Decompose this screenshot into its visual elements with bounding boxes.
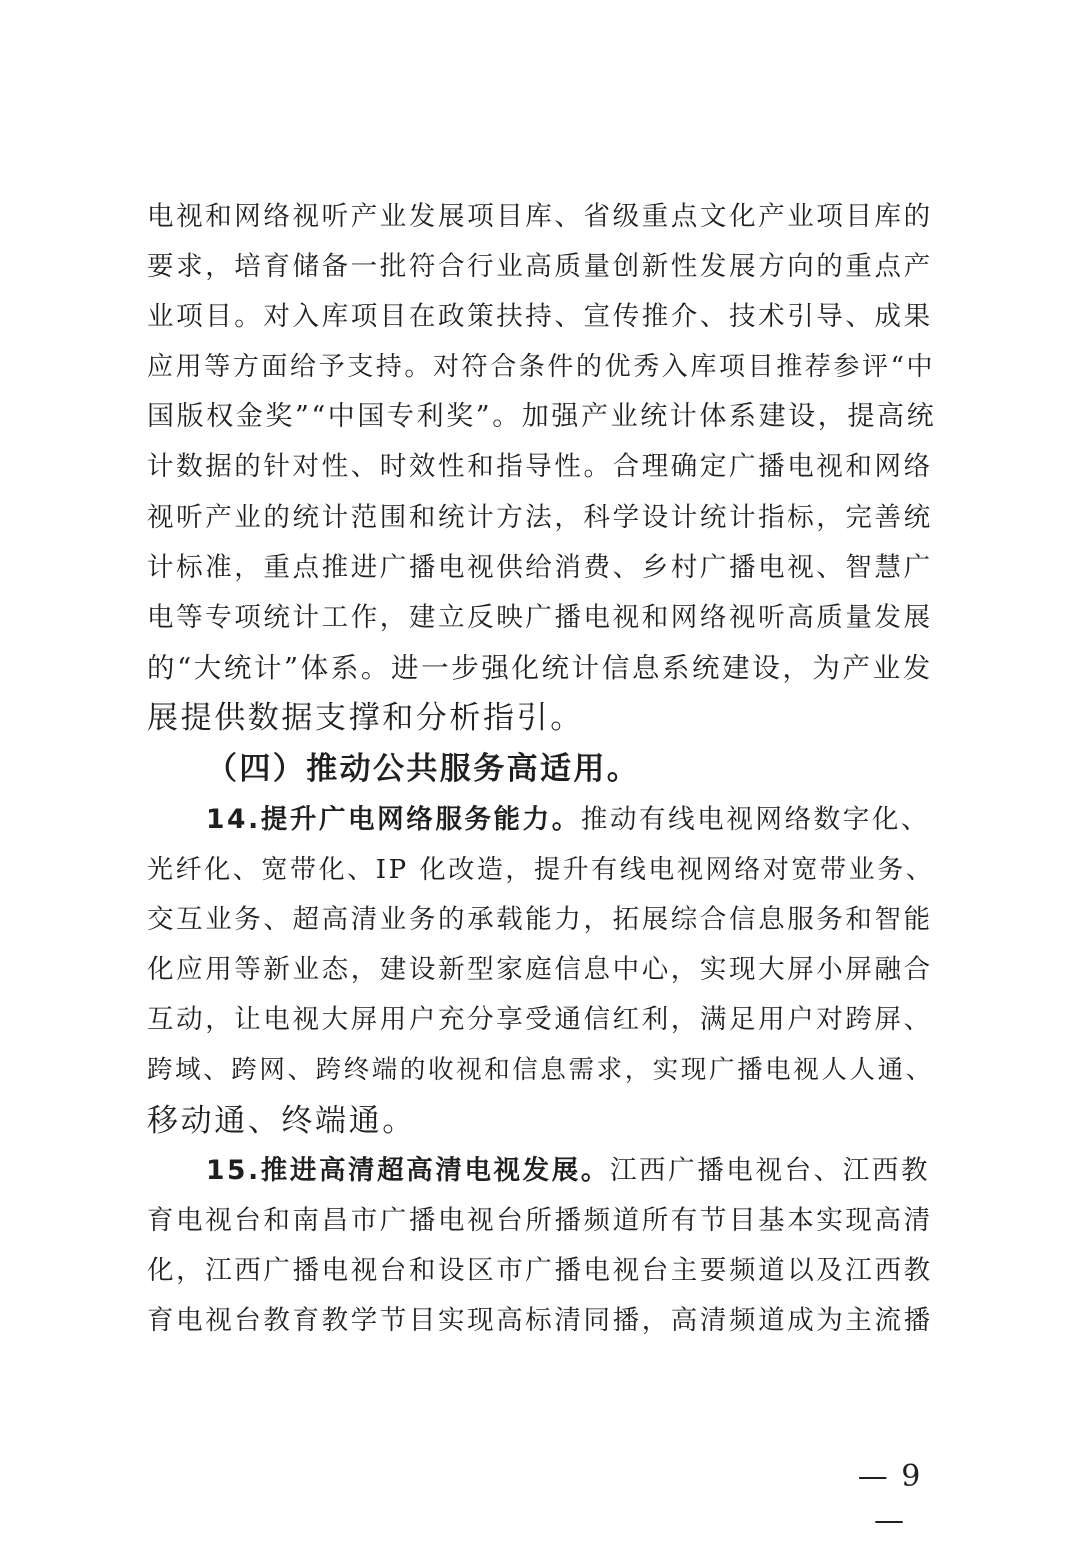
body-text-line: 互动，让电视大屏用户充分享受通信红利，满足用户对跨屏、	[147, 1004, 933, 1035]
body-text-line: 化应用等新业态，建设新型家庭信息中心，实现大屏小屏融合	[147, 954, 933, 985]
item-14-first-line-text: 推动有线电视网络数字化、	[580, 804, 931, 835]
item-15-title: 15.推进高清超高清电视发展。	[206, 1155, 610, 1186]
body-text-line: 计数据的针对性、时效性和指导性。合理确定广播电视和网络	[147, 451, 933, 482]
body-text-line: 的“大统计”体系。进一步强化统计信息系统建设，为产业发	[147, 652, 933, 684]
item-15-first-line-text: 江西广播电视台、江西教	[609, 1155, 931, 1186]
body-text-line: 视听产业的统计范围和统计方法，科学设计统计指标，完善统	[147, 502, 933, 533]
body-text-line: 应用等方面给予支持。对符合条件的优秀入库项目推荐参评“中	[147, 352, 936, 382]
item-14-first-line	[206, 795, 936, 845]
page-number: — 9 —	[857, 1459, 923, 1538]
body-text-line: 育电视台教育教学节目实现高标清同播，高清频道成为主流播	[147, 1305, 933, 1336]
body-text-line: 化，江西广播电视台和设区市广播电视台主要频道以及江西教	[147, 1255, 933, 1286]
body-text-line: 跨域、跨网、跨终端的收视和信息需求，实现广播电视人人通、	[147, 1055, 934, 1085]
section-heading: （四）推动公共服务高适用。	[206, 751, 641, 787]
body-text-line: 交互业务、超高清业务的承载能力，拓展综合信息服务和智能	[147, 904, 933, 935]
body-text-line: 计标准，重点推进广播电视供给消费、乡村广播电视、智慧广	[147, 552, 933, 583]
body-text-line: 光纤化、宽带化、IP 化改造，提升有线电视网络对宽带业务、	[147, 855, 935, 885]
body-text-line: 移动通、终端通。	[147, 1103, 416, 1139]
body-text-line: 电等专项统计工作，建立反映广播电视和网络视听高质量发展	[147, 602, 933, 633]
body-text-line: 育电视台和南昌市广播电视台所播频道所有节目基本实现高清	[147, 1205, 933, 1236]
body-text-line: 国版权金奖”“中国专利奖”。加强产业统计体系建设，提高统	[147, 401, 937, 432]
body-text-line: 电视和网络视听产业发展项目库、省级重点文化产业项目库的	[147, 201, 933, 232]
item-14-title: 14.提升广电网络服务能力。	[206, 804, 581, 835]
body-text-line: 要求，培育储备一批符合行业高质量创新性发展方向的重点产	[147, 251, 933, 282]
body-text-line: 业项目。对入库项目在政策扶持、宣传推介、技术引导、成果	[147, 301, 933, 332]
item-15-first-line	[206, 1146, 936, 1196]
body-text-line: 展提供数据支撑和分析指引。	[147, 700, 584, 736]
